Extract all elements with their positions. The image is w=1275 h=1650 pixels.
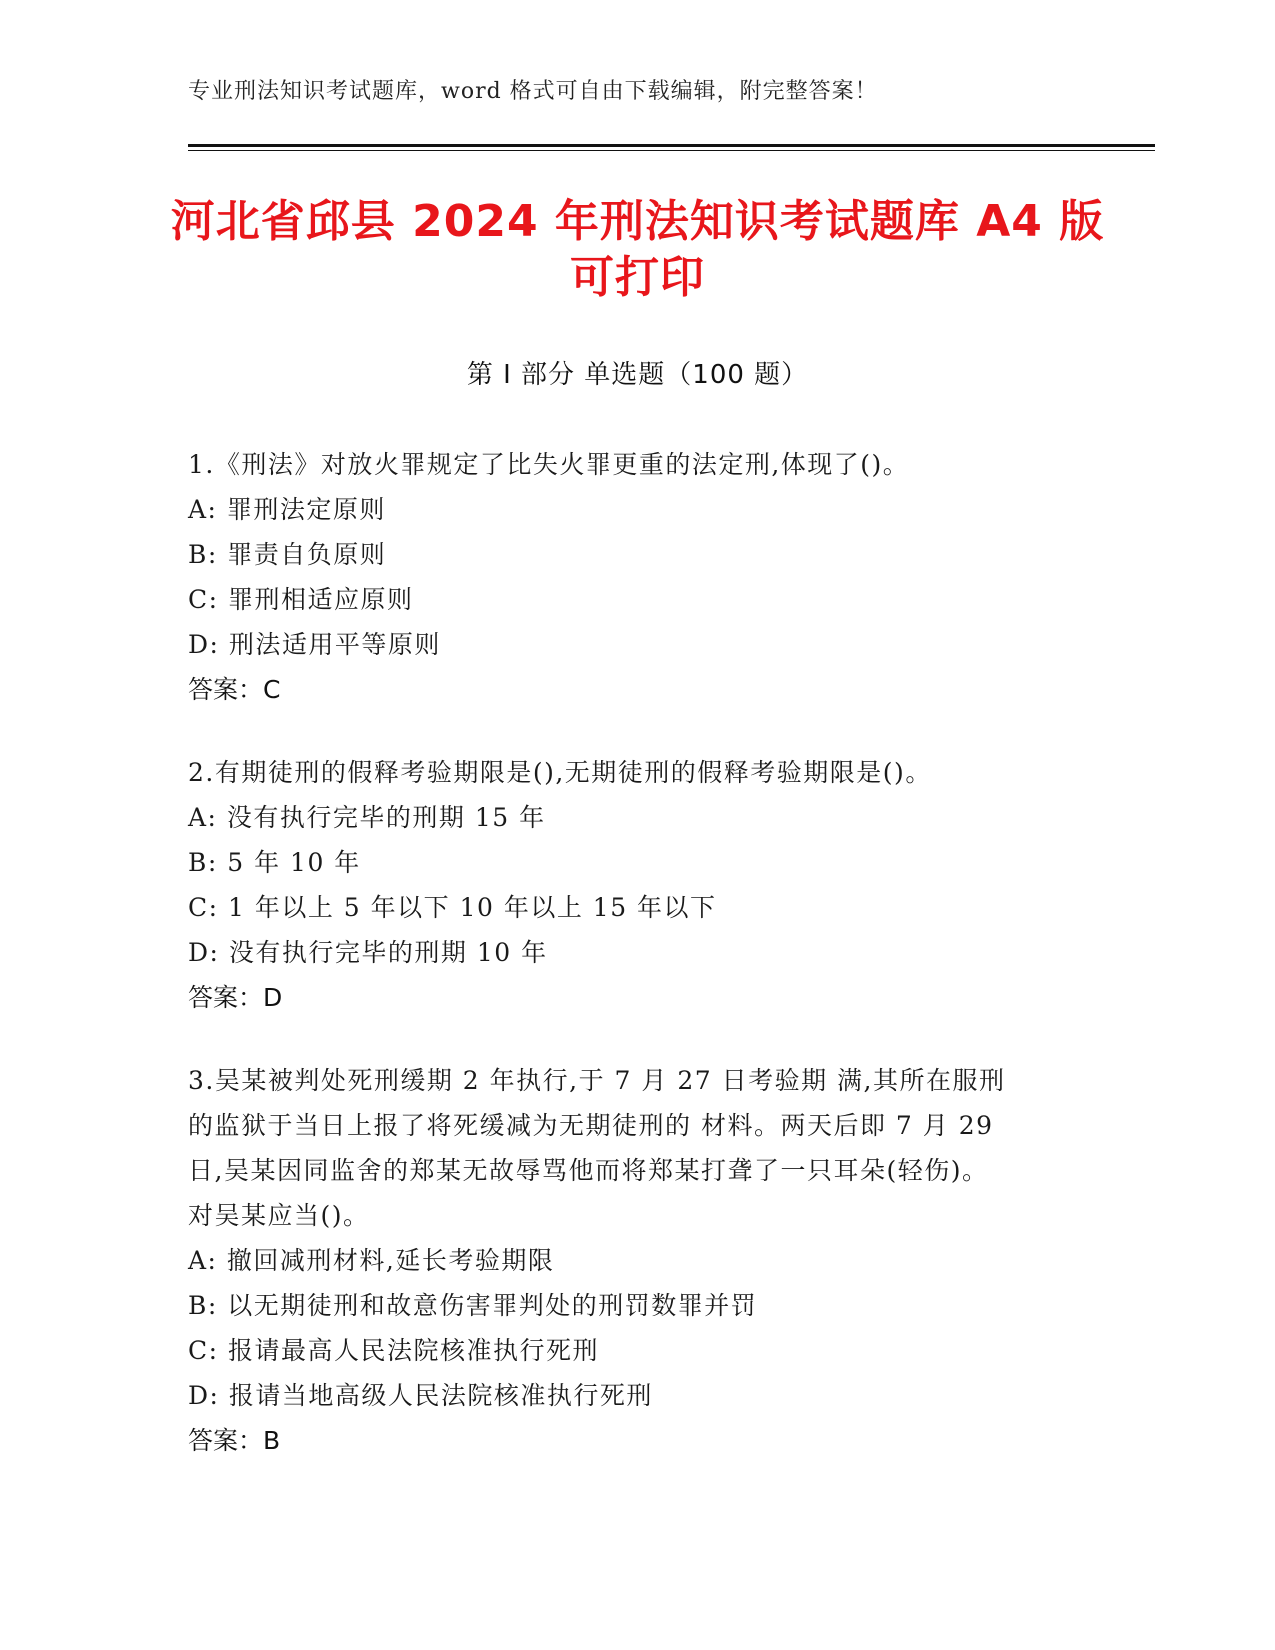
option-a: A: 罪刑法定原则 (188, 495, 386, 524)
option-d: D: 刑法适用平等原则 (188, 630, 441, 659)
document-title-line1: 河北省邱县 2024 年刑法知识考试题库 A4 版 (170, 196, 1105, 247)
question-stem-line-1: 3.吴某被判处死刑缓期 2 年执行,于 7 月 27 日考验期 满,其所在服刑 (188, 1066, 1006, 1095)
document-title (150, 194, 1125, 306)
question-stem-line-2: 的监狱于当日上报了将死缓减为无期徒刑的 材料。两天后即 7 月 29 (188, 1111, 994, 1140)
question-3 (188, 1058, 1068, 1463)
question-stem-line-4: 对吴某应当()。 (188, 1201, 370, 1230)
question-list (188, 442, 1068, 1501)
option-b: B: 罪责自负原则 (188, 540, 387, 569)
document-title-line2: 可打印 (570, 252, 705, 303)
option-b: B: 以无期徒刑和故意伤害罪判处的刑罚数罪并罚 (188, 1291, 758, 1320)
question-2 (188, 750, 1068, 1020)
header-note: 专业刑法知识考试题库，word 格式可自由下载编辑，附完整答案！ (188, 79, 878, 104)
option-d: D: 报请当地高级人民法院核准执行死刑 (188, 1381, 653, 1410)
section-title: 第 I 部分 单选题（100 题） (466, 360, 809, 390)
option-c: C: 报请最高人民法院核准执行死刑 (188, 1336, 599, 1365)
option-c: C: 1 年以上 5 年以下 10 年以上 15 年以下 (188, 893, 717, 922)
option-d: D: 没有执行完毕的刑期 10 年 (188, 938, 548, 967)
header-rule-thin (188, 150, 1155, 151)
option-a: A: 没有执行完毕的刑期 15 年 (188, 803, 546, 832)
answer: 答案：C (188, 675, 281, 704)
question-1 (188, 442, 1068, 712)
question-stem-line-3: 日,吴某因同监舍的郑某无故辱骂他而将郑某打聋了一只耳朵(轻伤)。 (188, 1156, 989, 1185)
option-c: C: 罪刑相适应原则 (188, 585, 414, 614)
answer: 答案：D (188, 983, 283, 1012)
option-a: A: 撤回减刑材料,延长考验期限 (188, 1246, 555, 1275)
option-b: B: 5 年 10 年 (188, 848, 361, 877)
header-rule-thick (188, 144, 1155, 147)
question-stem: 2.有期徒刑的假释考验期限是(),无期徒刑的假释考验期限是()。 (188, 758, 932, 787)
answer: 答案：B (188, 1426, 281, 1455)
question-stem: 1.《刑法》对放火罪规定了比失火罪更重的法定刑,体现了()。 (188, 450, 910, 479)
